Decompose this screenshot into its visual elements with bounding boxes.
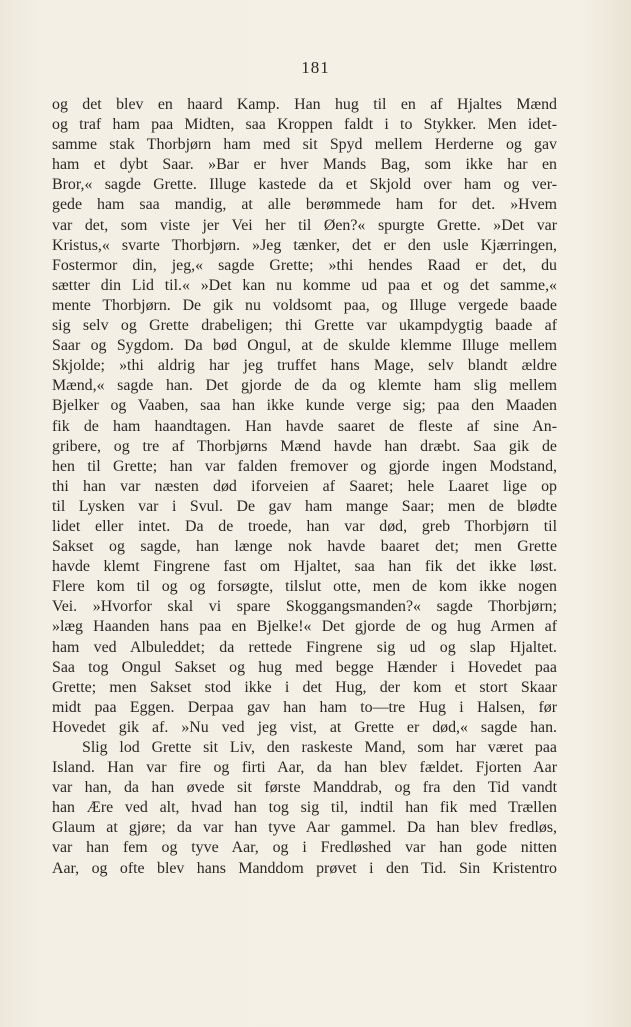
text-line: og det blev en haard Kamp. Han hug til en af Hjaltes Mænd xyxy=(52,96,557,113)
text-line: samme stak Thorbjørn ham med sit Spyd mellem Herderne og gav xyxy=(52,136,557,154)
text-line: havde klemt Fingrene fast om Hjaltet, saa han fik det ikke løst. xyxy=(52,558,557,576)
text-line: var det, som viste jer Vei her til Øen?« spurgte Grette. »Det var xyxy=(52,216,557,234)
text-line: Mænd,« sagde han. Det gjorde de da og klemte ham slig mellem xyxy=(52,377,557,395)
text-line: fik de ham haandtagen. Han havde saaret de fleste af sine An- xyxy=(52,417,557,435)
text-line: ham ved Albuleddet; da rettede Fingrene sig ud og slap Hjaltet. xyxy=(52,638,557,656)
text-line: Glaum at gjøre; da var han tyve Aar gammel. Da han blev fredløs, xyxy=(52,819,557,837)
body-text xyxy=(52,95,557,879)
text-line: hen til Grette; han var falden fremover og gjorde ingen Modstand, xyxy=(52,457,557,475)
text-line: Kristus,« svarte Thorbjørn. »Jeg tænker, det er den usle Kjærringen, xyxy=(52,236,557,254)
text-line: Hovedet gik af. »Nu ved jeg vist, at Grette er død,« sagde han. xyxy=(52,718,557,736)
text-line: sig selv og Grette drabeligen; thi Grette var ukampdygtig baade af xyxy=(52,317,557,335)
text-line: Skjolde; »thi aldrig har jeg truffet hans Mage, selv blandt ældre xyxy=(52,357,557,375)
text-line: og traf ham paa Midten, saa Kroppen faldt i to Stykker. Men idet- xyxy=(52,116,557,134)
text-line: thi han var næsten død iforveien af Saaret; hele Laaret lige op xyxy=(52,477,557,495)
text-line: var han fem og tyve Aar, og i Fredløshed var han gode nitten xyxy=(52,839,557,857)
text-line: sætter din Lid til.« »Det kan nu komme ud paa et og det samme,« xyxy=(52,276,557,294)
text-line: ham et dybt Saar. »Bar er hver Mands Bag, som ikke har en xyxy=(52,156,557,174)
text-line: han Ære ved alt, hvad han tog sig til, indtil han fik med Trællen xyxy=(52,799,557,817)
text-line: Slig lod Grette sit Liv, den raskeste Mand, som har været paa xyxy=(82,739,557,756)
text-line: Aar, og ofte blev hans Manddom prøvet i den Tid. Sin Kristentro xyxy=(52,859,557,877)
text-line: midt paa Eggen. Derpaa gav han ham to—tre Hug i Halsen, før xyxy=(52,698,557,716)
text-line: mente Thorbjørn. De gik nu voldsomt paa, og Illuge vergede baade xyxy=(52,296,557,314)
text-line: lidet eller intet. Da de troede, han var død, greb Thorbjørn til xyxy=(52,517,557,535)
text-line: til Lysken var i Svul. De gav ham mange Saar; men de blødte xyxy=(52,497,557,515)
text-line: Saar og Sygdom. Da bød Ongul, at de skulde klemme Illuge mellem xyxy=(52,337,557,355)
text-line: var han, da han øvede sit første Manddrab, og fra den Tid vandt xyxy=(52,779,557,797)
text-line: Bror,« sagde Grette. Illuge kastede da et Skjold over ham og ver- xyxy=(52,176,557,194)
text-line: Vei. »Hvorfor skal vi spare Skoggangsmanden?« sagde Thorbjørn; xyxy=(52,598,557,616)
text-line: Bjelker og Vaaben, saa han ikke kunde verge sig; paa den Maaden xyxy=(52,397,557,415)
text-line: Saa tog Ongul Sakset og hug med begge Hænder i Hovedet paa xyxy=(52,658,557,676)
text-line: gede ham saa mandig, at alle berømmede ham for det. »Hvem xyxy=(52,196,557,214)
text-line: Fostermor din, jeg,« sagde Grette; »thi hendes Raad er det, du xyxy=(52,256,557,274)
text-line: Sakset og sagde, han længe nok havde baaret det; men Grette xyxy=(52,538,557,556)
text-line: Grette; men Sakset stod ikke i det Hug, der kom et stort Skaar xyxy=(52,678,557,696)
text-line: Island. Han var fire og firti Aar, da han blev fældet. Fjorten Aar xyxy=(52,759,557,777)
text-line: Flere kom til og og forsøgte, tilslut otte, men de kom ikke nogen xyxy=(52,578,557,596)
text-line: »læg Haanden hans paa en Bjelke!« Det gjorde de og hug Armen af xyxy=(52,618,557,636)
text-line: gribere, og tre af Thorbjørns Mænd havde han dræbt. Saa gik de xyxy=(52,437,557,455)
page-number: 181 xyxy=(301,58,330,77)
